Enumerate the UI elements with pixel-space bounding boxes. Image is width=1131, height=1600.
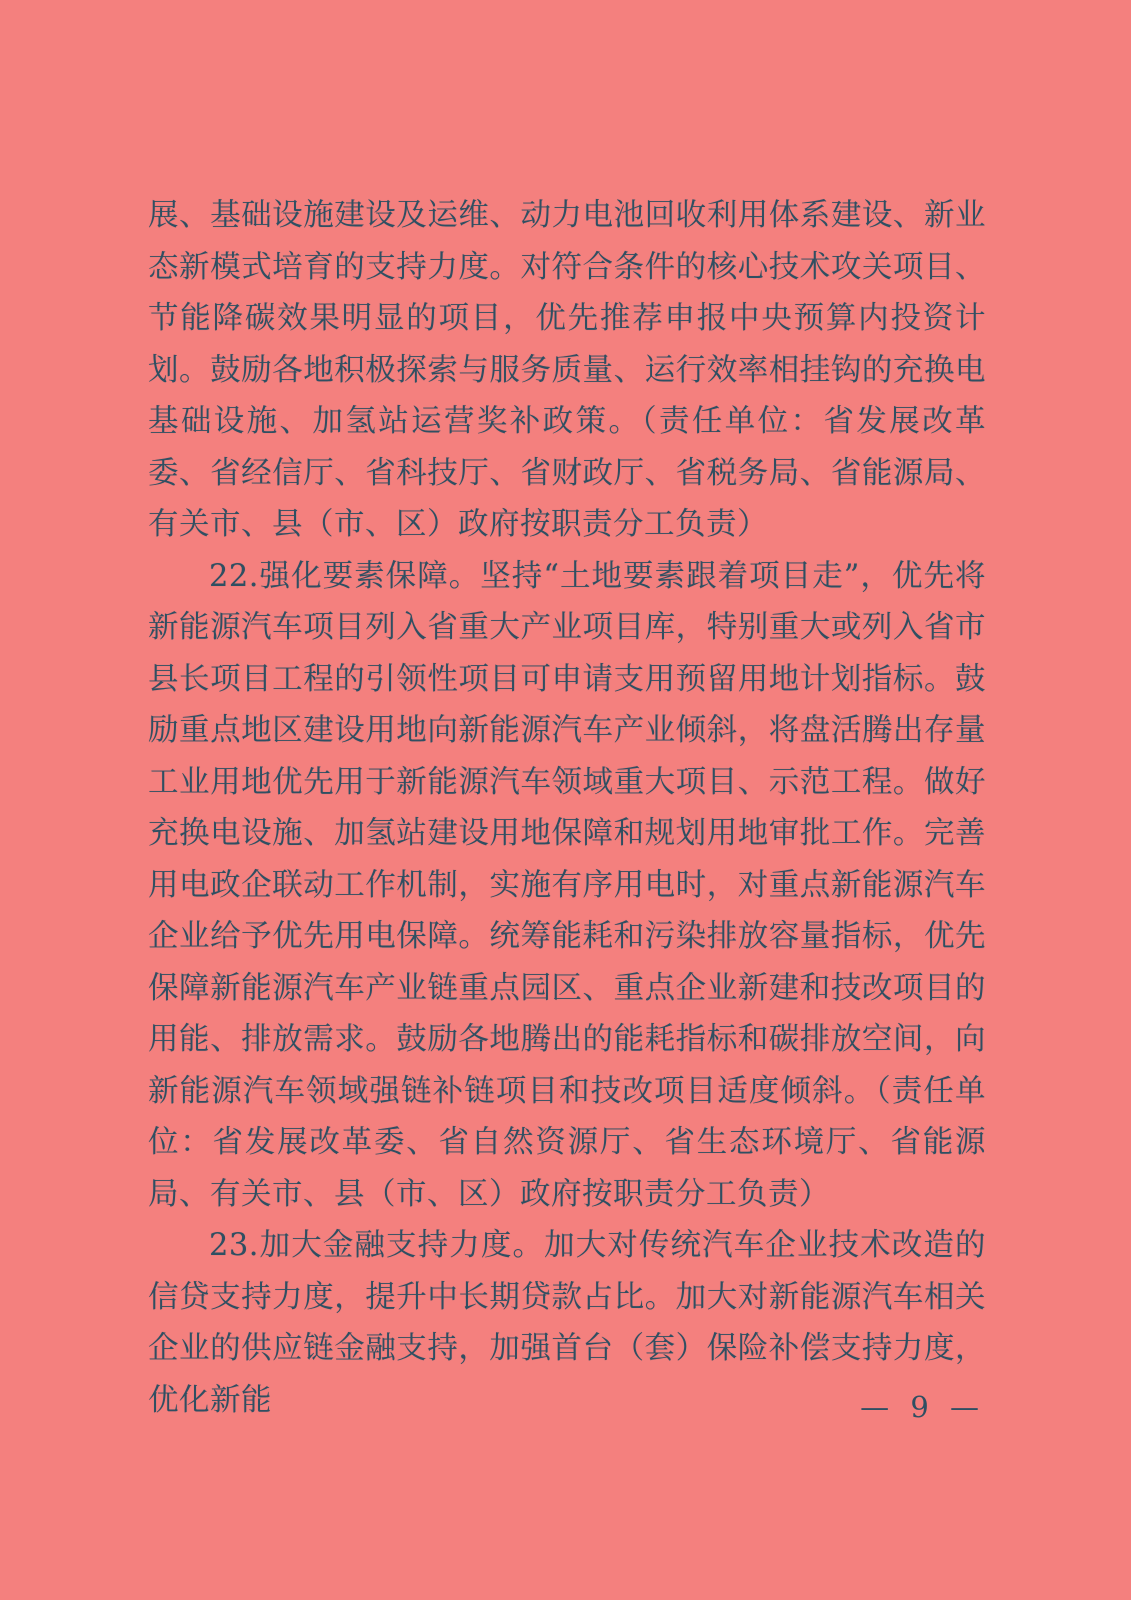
paragraph-continuation: 展、基础设施建设及运维、动力电池回收利用体系建设、新业态新模式培育的支持力度。对符合条件的核心技术攻关项目、节能降碳效果明显的项目，优先推荐申报中央预算内投资计划。鼓励各地积极探索与服务质量、运行效率相挂钩的充换电基础设施、加氢站运营奖补政策。（责任单位：省发展改革委、省经信厅、省科技厅、省财政厅、省税务局、省能源局、有关市、县（市、区）政府按职责分工负责） [148,198,986,542]
paragraph-item-23: 23.加大金融支持力度。加大对传统汽车企业技术改造的信贷支持力度，提升中长期贷款占比。加大对新能源汽车相关企业的供应链金融支持，加强首台（套）保险补偿支持力度，优化新能 [148,1228,986,1418]
page-number: — 9 — [860,1390,985,1424]
paragraph-item-22: 22.强化要素保障。坚持“土地要素跟着项目走”，优先将新能源汽车项目列入省重大产业项目库，特别重大或列入省市县长项目工程的引领性项目可申请支用预留用地计划指标。鼓励重点地区建设用地向新能源汽车产业倾斜，将盘活腾出存量工业用地优先用于新能源汽车领域重大项目、示范工程。做好充换电设施、加氢站建设用地保障和规划用地审批工作。完善用电政企联动工作机制，实施有序用电时，对重点新能源汽车企业给予优先用电保障。统筹能耗和污染排放容量指标，优先保障新能源汽车产业链重点园区、重点企业新建和技改项目的用能、排放需求。鼓励各地腾出的能耗指标和碳排放空间，向新能源汽车领域强链补链项目和技改项目适度倾斜。（责任单位：省发展改革委、省自然资源厅、省生态环境厅、省能源局、有关市、县（市、区）政府按职责分工负责） [148,558,986,1212]
page-body [148,190,986,1426]
